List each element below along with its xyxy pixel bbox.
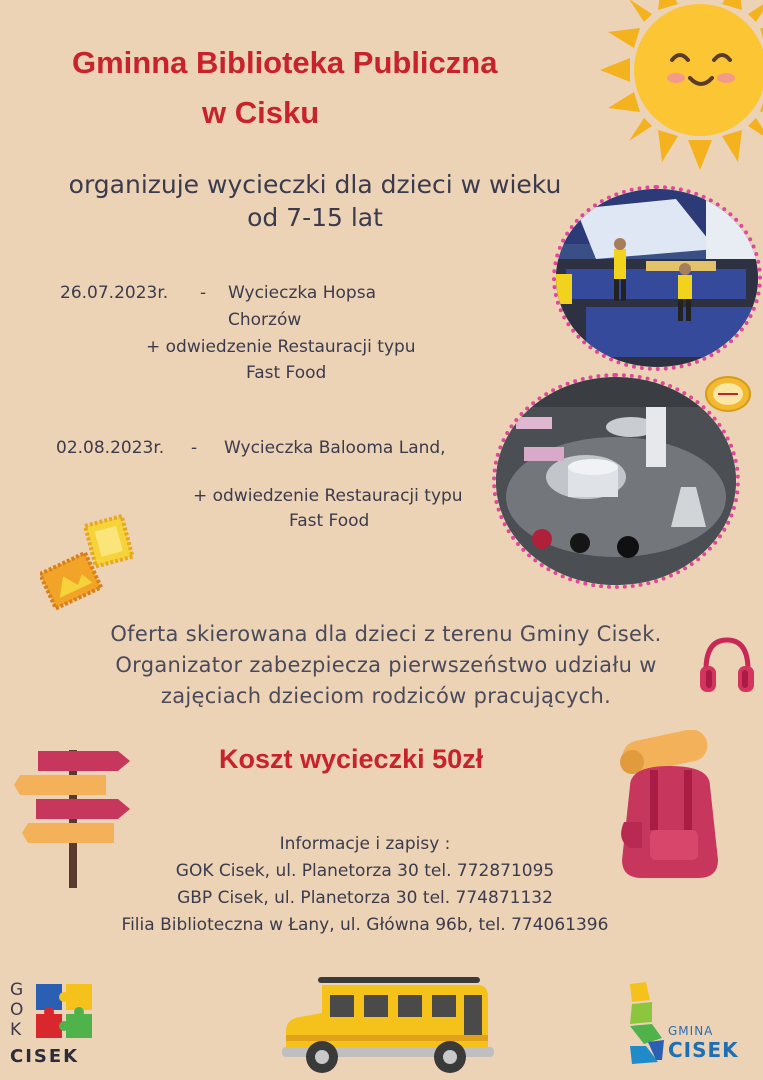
subtitle-line1: organizuje wycieczki dla dzieci w wieku bbox=[68, 170, 562, 199]
compass-icon bbox=[704, 374, 752, 414]
gok-name: CISEK bbox=[10, 1046, 80, 1067]
gmina-emblem-icon bbox=[626, 980, 666, 1066]
school-bus-icon bbox=[282, 975, 494, 1075]
sun-icon bbox=[600, 0, 763, 170]
gok-letters: GOK bbox=[10, 980, 24, 1040]
puzzle-icon bbox=[32, 980, 98, 1042]
offer-line3: zajęciach dzieciom rodziców pracujących. bbox=[160, 684, 612, 708]
gmina-small-label: GMINA bbox=[668, 1024, 714, 1038]
trip-dash: - bbox=[200, 283, 207, 303]
page-title-line2: w Cisku bbox=[202, 95, 320, 130]
trip-extra: + odwiedzenie Restauracji typu bbox=[146, 337, 416, 357]
trip-date: 26.07.2023r. bbox=[60, 283, 169, 303]
stamps-icon bbox=[40, 512, 140, 612]
info-line2: GBP Cisek, ul. Planetorza 30 tel. 774871132 bbox=[177, 888, 553, 908]
trampoline-park-photo bbox=[552, 185, 762, 371]
trip-extra: + odwiedzenie Restauracji typu bbox=[193, 486, 463, 506]
info-line1: GOK Cisek, ul. Planetorza 30 tel. 772871095 bbox=[175, 861, 555, 881]
trip-date: 02.08.2023r. bbox=[56, 438, 165, 458]
offer-line2: Organizator zabezpiecza pierwszeństwo udziału w bbox=[115, 653, 657, 677]
gmina-cisek-logo bbox=[626, 980, 756, 1070]
page-title: Gminna Biblioteka Publiczna bbox=[72, 45, 498, 80]
trip-name-cont: Chorzów bbox=[228, 310, 302, 330]
trip-dash: - bbox=[191, 438, 198, 458]
offer-line1: Oferta skierowana dla dzieci z terenu Gminy Cisek. bbox=[110, 622, 662, 646]
trip-name: Wycieczka Hopsa bbox=[228, 283, 376, 303]
trip-extra-line2: Fast Food bbox=[289, 511, 370, 531]
trip-extra-line2: Fast Food bbox=[246, 363, 327, 383]
info-heading: Informacje i zapisy : bbox=[279, 834, 451, 854]
subtitle-line2: od 7-15 lat bbox=[247, 203, 383, 232]
science-lab-photo bbox=[492, 373, 740, 589]
trip-cost: Koszt wycieczki 50zł bbox=[219, 744, 484, 774]
trip-name: Wycieczka Balooma Land, bbox=[224, 438, 446, 458]
gmina-name: CISEK bbox=[668, 1038, 739, 1062]
gok-cisek-logo bbox=[8, 980, 104, 1070]
info-line3: Filia Biblioteczna w Łany, ul. Główna 96b, tel. 774061396 bbox=[121, 915, 609, 935]
